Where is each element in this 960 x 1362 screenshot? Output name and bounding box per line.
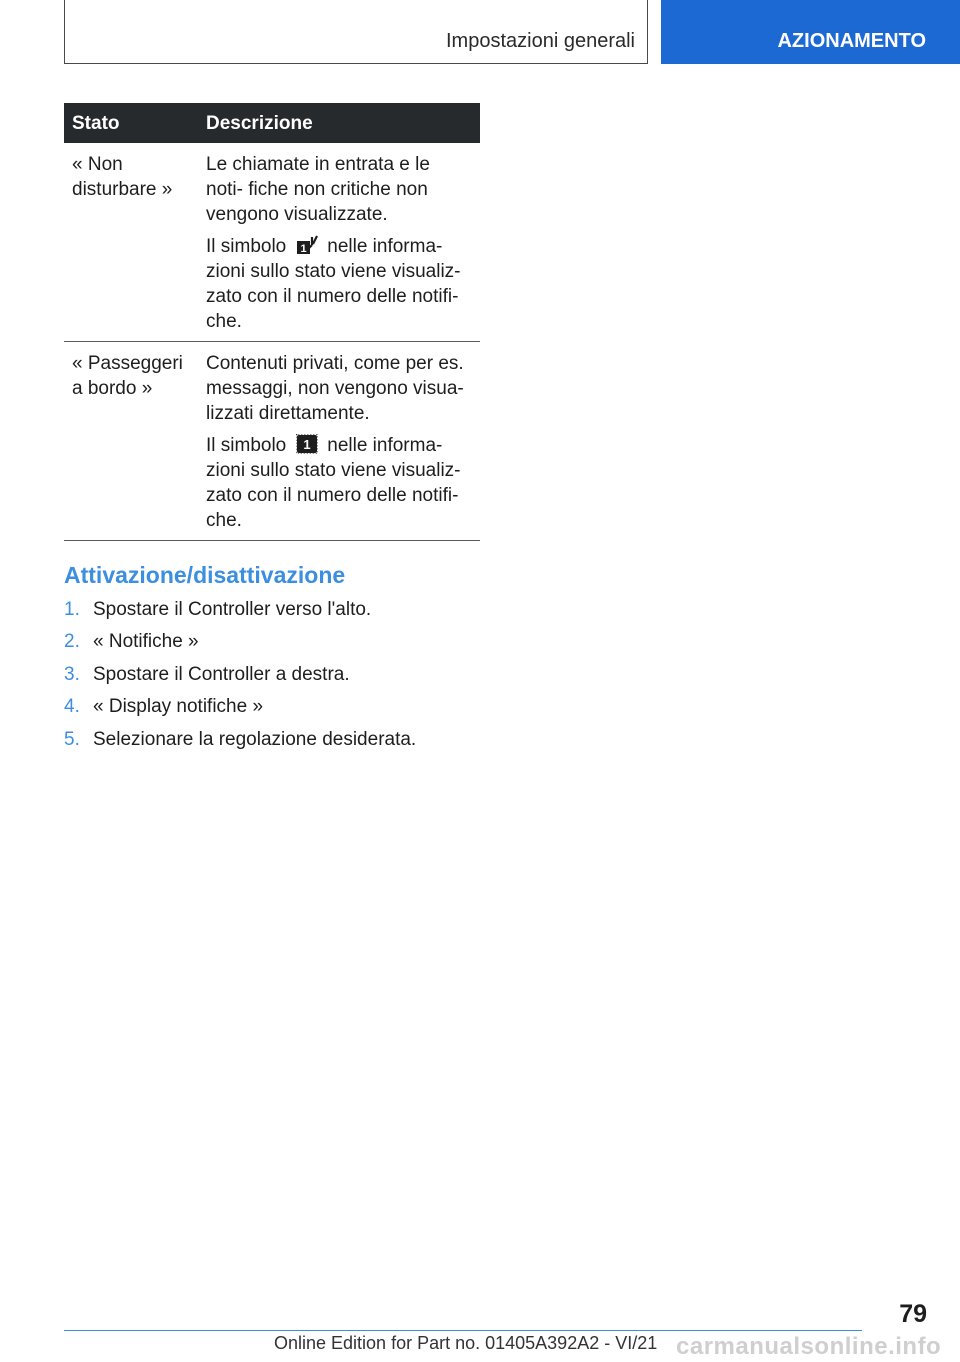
- step-number: 3.: [64, 663, 80, 685]
- description-symbol-suffix: nelle informa- zioni sullo stato viene visualiz- zato con il numero delle notifi- che.: [206, 435, 461, 531]
- svg-text:1: 1: [300, 243, 307, 255]
- passengers-on-board-icon: [296, 434, 318, 454]
- step-text: « Display notifiche »: [93, 696, 264, 718]
- state-cell: [64, 342, 198, 541]
- state-cell: [64, 143, 198, 342]
- svg-text:1: 1: [303, 437, 311, 452]
- watermark: carmanualsonline.info: [676, 1333, 942, 1360]
- list-item: [64, 694, 416, 726]
- step-number: 4.: [64, 696, 80, 718]
- description-cell: [198, 143, 480, 342]
- table-row: [64, 342, 480, 541]
- status-table: [64, 103, 480, 541]
- header-title: Impostazioni generali: [446, 30, 635, 52]
- description-symbol-prefix: Il simbolo: [206, 435, 287, 456]
- step-number: 2.: [64, 631, 80, 653]
- list-item: [64, 597, 416, 629]
- list-item: [64, 662, 416, 694]
- footer-divider: [64, 1330, 862, 1331]
- step-number: 5.: [64, 728, 80, 750]
- step-text: Spostare il Controller verso l'alto.: [93, 599, 372, 620]
- description-symbol-text: [206, 234, 472, 334]
- list-item: [64, 629, 416, 661]
- step-text: Selezionare la regolazione desiderata.: [93, 728, 417, 750]
- description-symbol-text: [206, 433, 472, 533]
- description-text: Contenuti privati, come per es. messaggi, non vengono visua- lizzati direttamente.: [206, 353, 464, 424]
- description-symbol-suffix: nelle informa- zioni sullo stato viene visualiz- zato con il numero delle notifi- che.: [206, 236, 461, 332]
- column-header-state: Stato: [64, 103, 198, 143]
- state-label: « Non disturbare »: [72, 154, 173, 200]
- page-number: 79: [899, 1300, 927, 1328]
- step-number: 1.: [64, 599, 80, 620]
- column-header-description: Descrizione: [198, 103, 480, 143]
- footer-edition: Online Edition for Part no. 01405A392A2 - VI/21: [274, 1333, 658, 1353]
- description-cell: [198, 342, 480, 541]
- step-text: « Notifiche »: [93, 631, 199, 653]
- header-frame: [64, 0, 648, 64]
- description-text: Le chiamate in entrata e le noti- fiche non critiche non vengono visualizzate.: [206, 154, 430, 225]
- steps-list: [64, 597, 416, 759]
- step-text: Spostare il Controller a destra.: [93, 663, 350, 685]
- table-header-row: [64, 103, 480, 143]
- section-title: Attivazione/disattivazione: [64, 562, 346, 588]
- do-not-disturb-icon: [296, 235, 318, 255]
- state-label: « Passeggeri a bordo »: [72, 353, 183, 399]
- list-item: [64, 727, 416, 759]
- description-symbol-prefix: Il simbolo: [206, 236, 287, 257]
- chapter-tab: AZIONAMENTO: [661, 0, 960, 64]
- table-row: [64, 143, 480, 342]
